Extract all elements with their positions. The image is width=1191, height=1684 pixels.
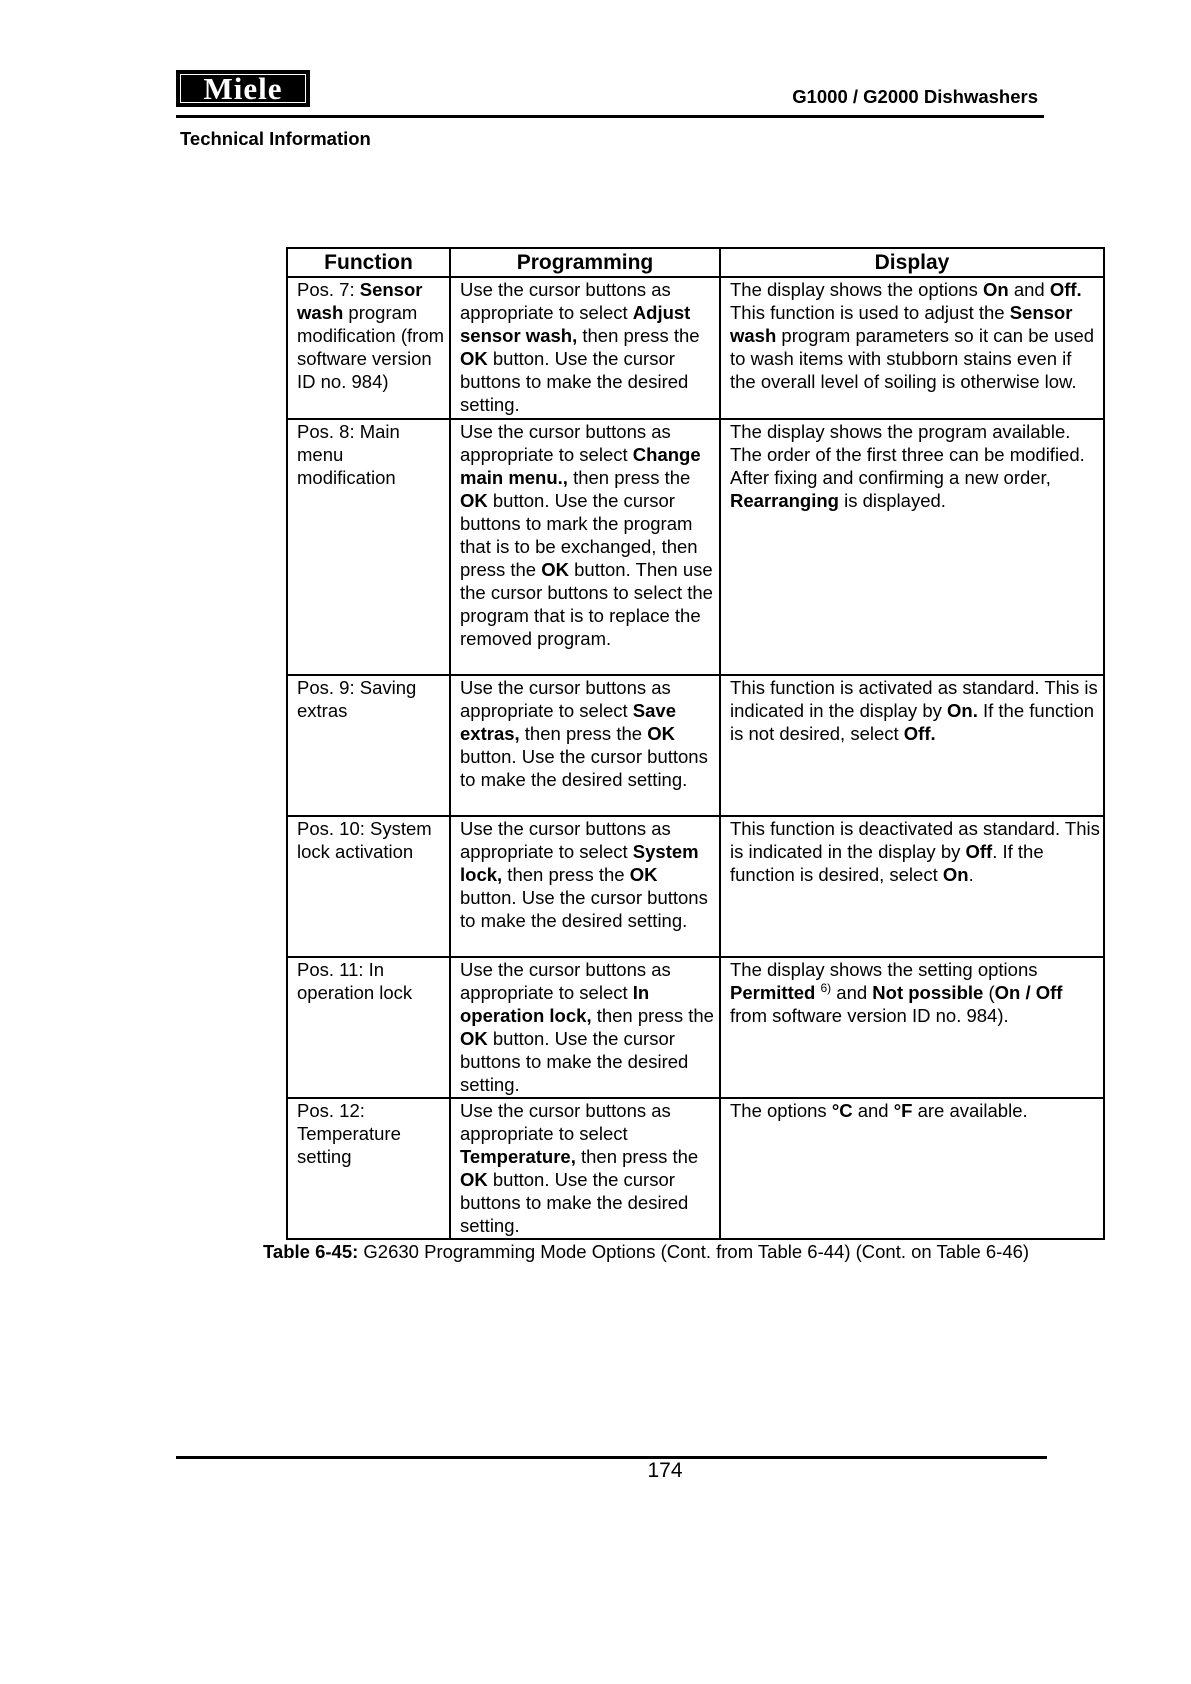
function-cell (287, 1098, 450, 1239)
cell-text-run: Pos. 12: Temperature setting (297, 1100, 401, 1167)
table-row (287, 957, 1104, 1098)
programming-cell (450, 419, 720, 675)
programming-cell (450, 675, 720, 816)
cell-text-run: Use the cursor buttons as appropriate to select (460, 959, 671, 1003)
cell-text-run: then press the (577, 325, 700, 346)
cell-text-run: button. Use the cursor buttons to make the desired setting. (460, 1028, 689, 1095)
column-header-function: Function (287, 248, 450, 277)
cell-text-run: On. (947, 700, 978, 721)
cell-text-run: and (1008, 279, 1050, 300)
table-row (287, 816, 1104, 957)
cell-text-run: In operation lock, (460, 982, 650, 1026)
table-row (287, 277, 1104, 419)
cell-text-run: Off. (1049, 279, 1082, 300)
cell-text-run: °C (831, 1100, 853, 1121)
table-caption (263, 1241, 1029, 1263)
cell-text-run: 6) (820, 980, 832, 995)
cell-text-run: then press the (502, 864, 630, 885)
programming-cell (450, 1098, 720, 1239)
cell-text-run: Pos. 9: Saving extras (297, 677, 417, 721)
programming-options-table (286, 247, 1105, 1240)
cell-text-run: Sensor wash (730, 302, 1073, 346)
cell-text-run: Not possible (872, 982, 984, 1003)
cell-text-run: . If the function is desired, select (730, 841, 1044, 885)
cell-text-run: OK (629, 864, 658, 885)
cell-text-run: program parameters so it can be used to wash items with stubborn stains even if the overall level of soiling is otherwise low. (730, 325, 1095, 392)
function-cell (287, 419, 450, 675)
cell-text-run: This function is deactivated as standard. This is indicated in the display by (730, 818, 1100, 862)
cell-text-run: OK (460, 348, 488, 369)
cell-text-run: Use the cursor buttons as appropriate to select (460, 677, 671, 721)
cell-text-run: Use the cursor buttons as appropriate to select (460, 421, 671, 465)
programming-cell (450, 277, 720, 419)
cell-text-run: °F (893, 1100, 913, 1121)
function-cell (287, 816, 450, 957)
programming-cell (450, 957, 720, 1098)
cell-text-run: button. Use the cursor buttons to make the desired setting. (460, 746, 708, 790)
cell-text-run: On (942, 864, 969, 885)
cell-text-run: The display shows the setting options (730, 959, 1038, 980)
cell-text-run: Use the cursor buttons as appropriate to select (460, 1100, 671, 1144)
cell-text-run: button. Use the cursor buttons to make the desired setting. (460, 887, 708, 931)
display-cell (720, 816, 1104, 957)
cell-text-run: OK (460, 1028, 488, 1049)
cell-text-run: The display shows the options (730, 279, 983, 300)
cell-text-run: Use the cursor buttons as appropriate to select (460, 818, 671, 862)
cell-text-run: On (982, 279, 1009, 300)
cell-text-run: This function is used to adjust the (730, 302, 1010, 323)
cell-text-run: OK (541, 559, 569, 580)
cell-text-run: OK (460, 490, 488, 511)
table-header-row (287, 248, 1104, 277)
cell-text-run: Save extras, (460, 700, 676, 744)
display-cell (720, 957, 1104, 1098)
cell-text-run: System lock, (460, 841, 699, 885)
display-cell (720, 675, 1104, 816)
cell-text-run: then press the (567, 467, 691, 488)
miele-logo (176, 70, 310, 107)
cell-text-run: Use the cursor buttons as appropriate to select (460, 279, 671, 323)
cell-text-run: The display shows the program available. The order of the first three can be modified. After fixing and confirming a new order, (730, 421, 1085, 488)
cell-text-run: button. Then use the cursor buttons to select the program that is to replace the removed program. (460, 559, 713, 649)
display-cell (720, 419, 1104, 675)
header-divider (176, 115, 1044, 118)
cell-text-run: Pos. 7: (297, 279, 360, 300)
cell-text-run: Temperature, (460, 1146, 576, 1167)
cell-text-run: Pos. 10: System lock activation (297, 818, 432, 862)
cell-text-run: Pos. 11: In operation lock (297, 959, 413, 1003)
cell-text-run: If the function is not desired, select (730, 700, 1095, 744)
cell-text-run: OK (460, 1169, 488, 1190)
table-caption-text: G2630 Programming Mode Options (Cont. from Table 6-44) (Cont. on Table 6-46) (358, 1241, 1030, 1262)
cell-text-run: and (852, 1100, 894, 1121)
cell-text-run: OK (647, 723, 675, 744)
cell-text-run: Permitted (730, 982, 816, 1003)
cell-text-run: This function is activated as standard. This is indicated in the display by (730, 677, 1098, 721)
cell-text-run: and (831, 982, 873, 1003)
cell-text-run: then press the (575, 1146, 699, 1167)
cell-text-run: then press the (519, 723, 648, 744)
cell-text-run: button. Use the cursor buttons to make the desired setting. (460, 348, 689, 415)
cell-text-run: The options (730, 1100, 832, 1121)
table-row (287, 419, 1104, 675)
cell-text-run: Sensor wash (297, 279, 423, 323)
display-cell (720, 277, 1104, 419)
cell-text-run: from software version ID no. 984). (730, 1005, 1009, 1026)
function-cell (287, 675, 450, 816)
cell-text-run: . (968, 864, 974, 885)
logo-text: Miele (180, 74, 306, 103)
cell-text-run: button. Use the cursor buttons to make the desired setting. (460, 1169, 689, 1236)
display-cell (720, 1098, 1104, 1239)
cell-text-run: Change main menu., (460, 444, 701, 488)
cell-text-run: On / Off (994, 982, 1063, 1003)
cell-text-run: Pos. 8: Main menu modification (297, 421, 400, 488)
cell-text-run: Off (965, 841, 993, 862)
cell-text-run: is displayed. (838, 490, 946, 511)
cell-text-run: Off. (903, 723, 936, 744)
column-header-programming: Programming (450, 248, 720, 277)
programming-cell (450, 816, 720, 957)
table-row (287, 675, 1104, 816)
page-number: 174 (647, 1459, 683, 1482)
cell-text-run: ( (983, 982, 995, 1003)
table-caption-label: Table 6-45: (263, 1241, 359, 1262)
column-header-display: Display (720, 248, 1104, 277)
function-cell (287, 957, 450, 1098)
table-row (287, 1098, 1104, 1239)
cell-text-run: button. Use the cursor buttons to mark the program that is to be exchanged, then press the (460, 490, 698, 580)
function-cell (287, 277, 450, 419)
section-title: Technical Information (180, 128, 371, 149)
cell-text-run: then press the (591, 1005, 714, 1026)
document-title: G1000 / G2000 Dishwashers (792, 86, 1038, 107)
cell-text-run: Rearranging (730, 490, 839, 511)
cell-text-run: are available. (912, 1100, 1028, 1121)
cell-text-run: Adjust sensor wash, (460, 302, 691, 346)
cell-text-run: program modification (from software version ID no. 984) (297, 302, 445, 392)
